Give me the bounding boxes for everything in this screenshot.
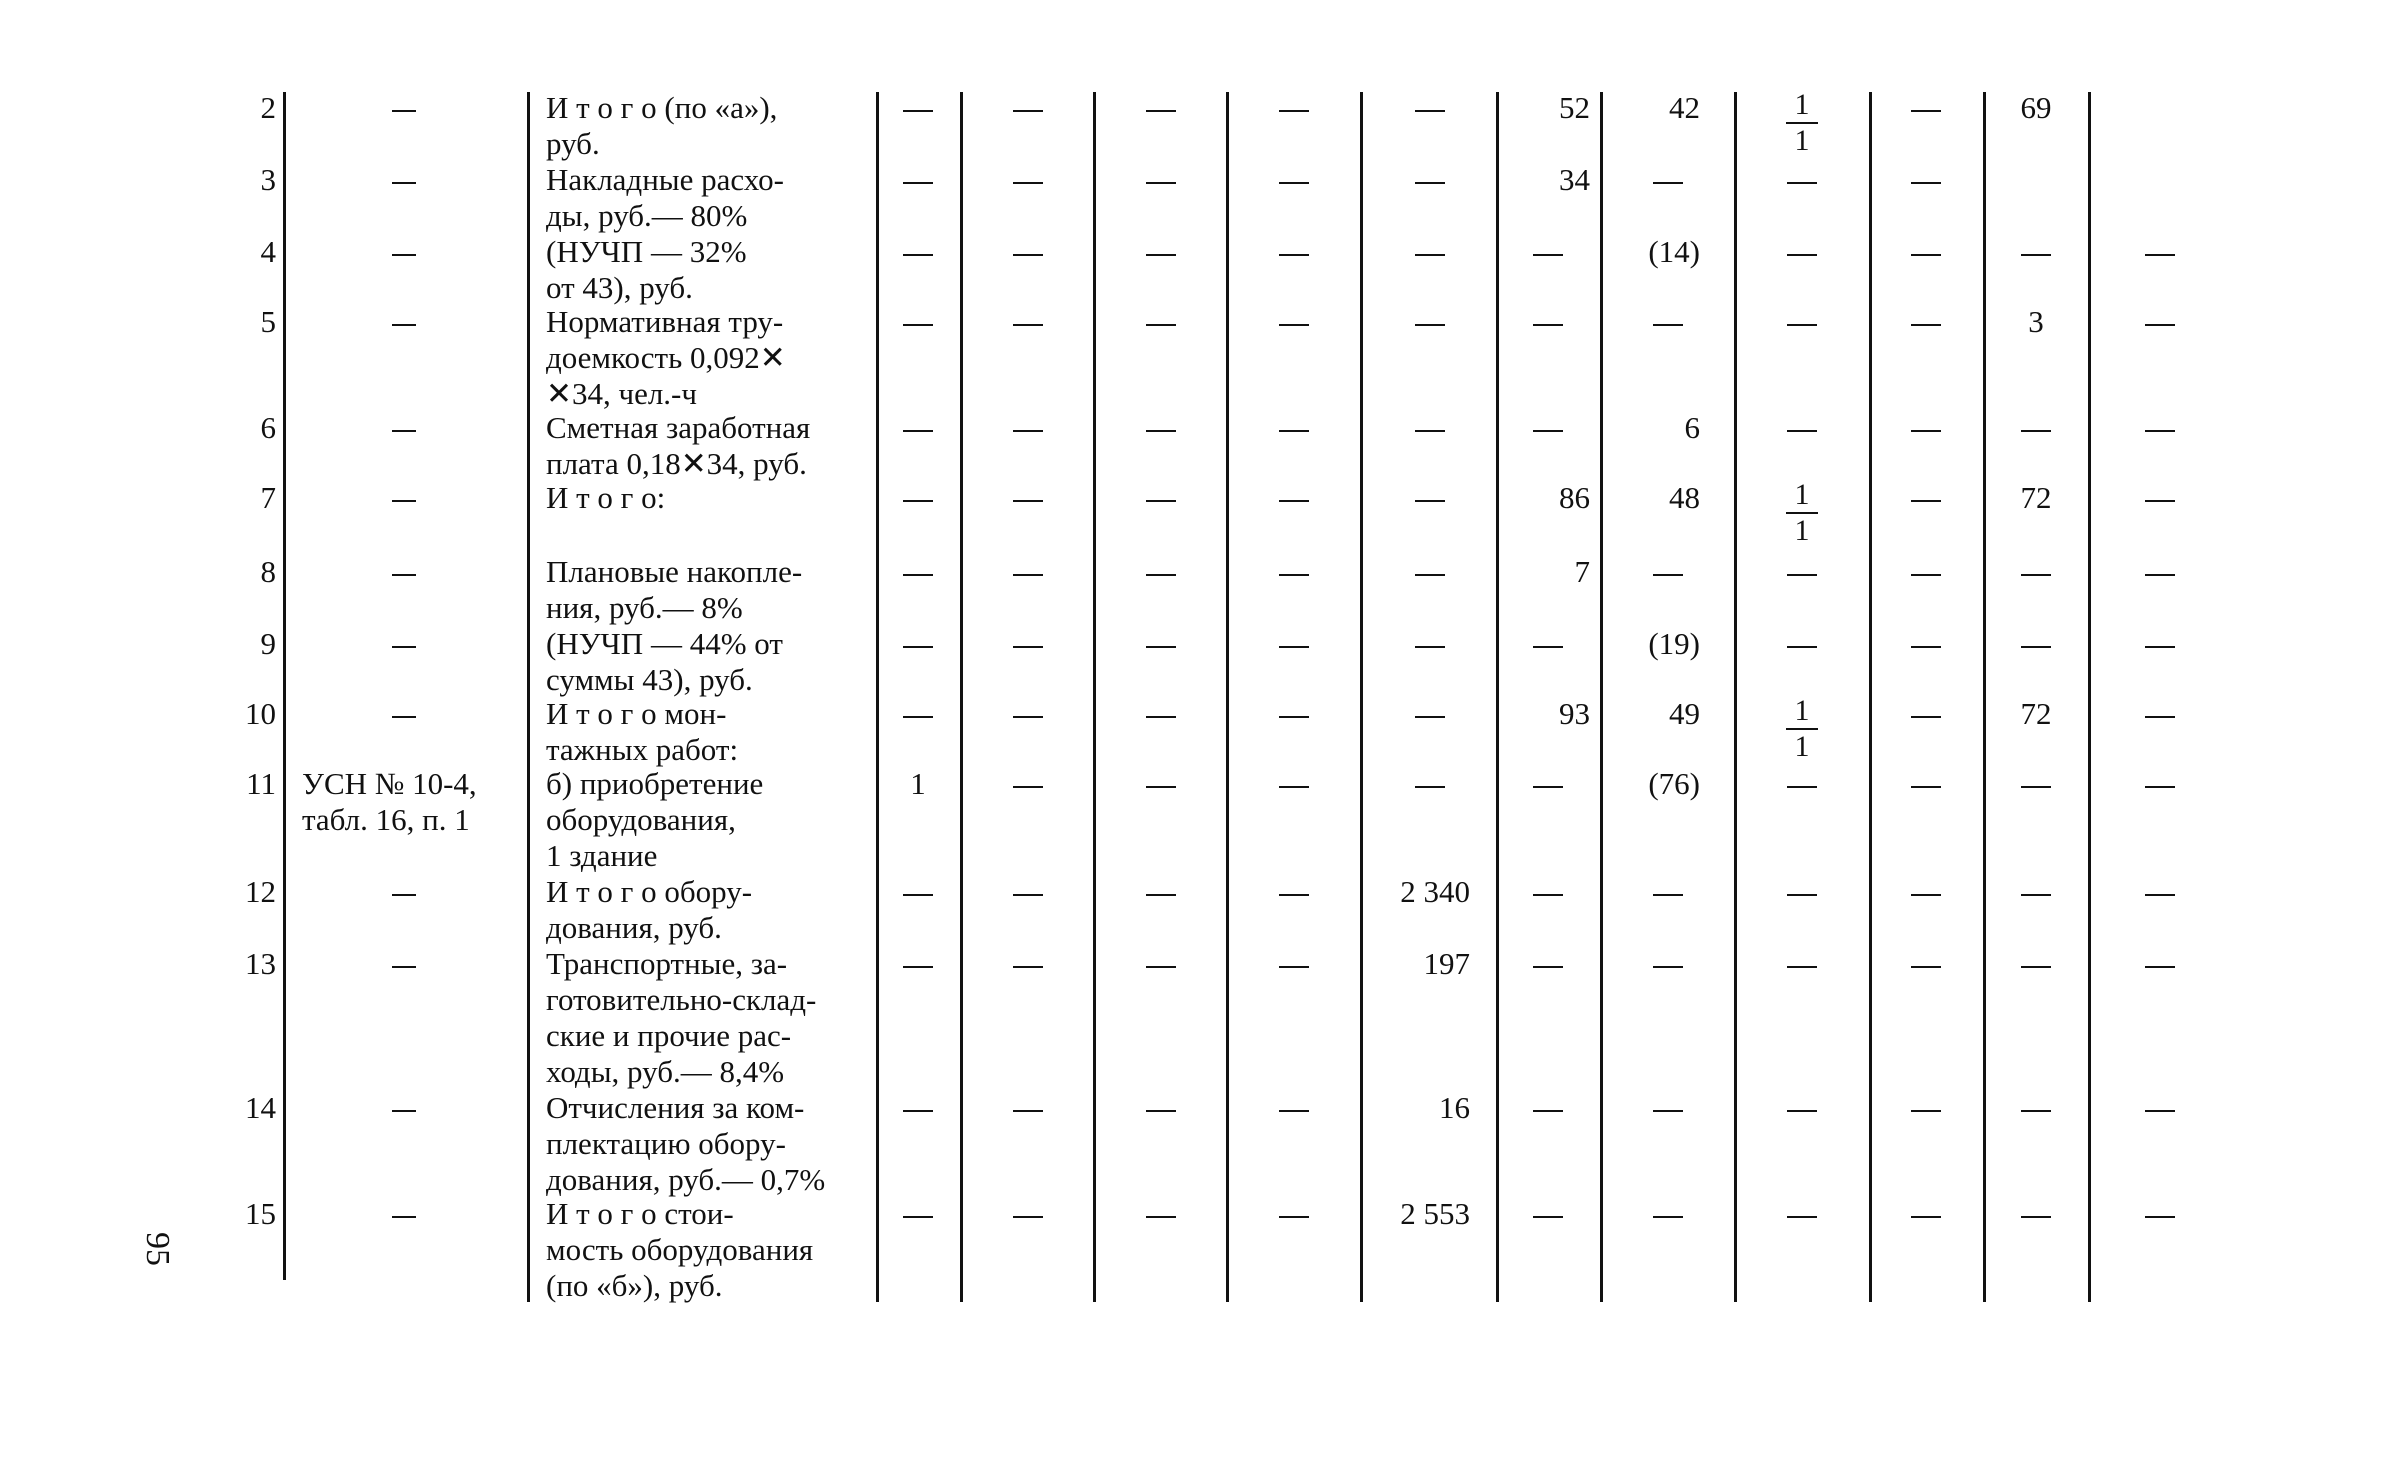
- dash-mark: [1533, 430, 1563, 432]
- description-line: дования, руб.: [546, 910, 722, 945]
- dash-mark: [392, 182, 416, 184]
- description-line: тажных работ:: [546, 732, 739, 767]
- dash-mark: [1013, 786, 1043, 788]
- dash-mark: [1279, 430, 1309, 432]
- dash-mark: [1911, 716, 1941, 718]
- dash-mark: [392, 500, 416, 502]
- dash-mark: [1013, 182, 1043, 184]
- description-line: ния, руб.— 8%: [546, 590, 743, 625]
- description-line: (по «б»), руб.: [546, 1268, 723, 1303]
- fraction-denominator: 1: [1794, 514, 1810, 547]
- dash-mark: [1013, 646, 1043, 648]
- dash-mark: [2021, 966, 2051, 968]
- description-line: плектацию обору-: [546, 1126, 786, 1161]
- dash-mark: [1013, 500, 1043, 502]
- description-line: доемкость 0,092✕: [546, 340, 786, 375]
- dash-mark: [1911, 966, 1941, 968]
- reference-line: табл. 16, п. 1: [302, 802, 470, 837]
- dash-mark: [392, 1216, 416, 1218]
- dash-mark: [1279, 966, 1309, 968]
- dash-mark: [1279, 1216, 1309, 1218]
- description-line: ские и прочие рас-: [546, 1018, 792, 1053]
- row-number: 4: [260, 234, 276, 269]
- dash-mark: [1653, 182, 1683, 184]
- dash-mark: [1146, 894, 1176, 896]
- dash-mark: [1533, 894, 1563, 896]
- dash-mark: [1787, 786, 1817, 788]
- cell-value: 6: [1684, 410, 1700, 445]
- description-line: от 43), руб.: [546, 270, 693, 305]
- fraction-numerator: 1: [1794, 478, 1810, 511]
- dash-mark: [1533, 324, 1563, 326]
- dash-mark: [1911, 574, 1941, 576]
- description-line: И т о г о обору-: [546, 874, 753, 909]
- dash-mark: [2021, 574, 2051, 576]
- dash-mark: [2021, 254, 2051, 256]
- description-line: руб.: [546, 126, 600, 161]
- dash-mark: [1279, 894, 1309, 896]
- dash-mark: [1911, 254, 1941, 256]
- description-line: Плановые накопле-: [546, 554, 803, 589]
- description-line: И т о г о стои-: [546, 1196, 734, 1231]
- dash-mark: [1787, 182, 1817, 184]
- cell-value: (14): [1648, 234, 1700, 269]
- cell-value: 1: [910, 766, 926, 801]
- cell-value: 86: [1559, 480, 1590, 515]
- row-number: 2: [260, 90, 276, 125]
- reference-line: УСН № 10-4,: [302, 766, 477, 801]
- column-rule: [876, 92, 879, 1302]
- description-line: Транспортные, за-: [546, 946, 788, 981]
- dash-mark: [903, 1216, 933, 1218]
- dash-mark: [2145, 646, 2175, 648]
- dash-mark: [1533, 1216, 1563, 1218]
- dash-mark: [1279, 786, 1309, 788]
- dash-mark: [1533, 786, 1563, 788]
- dash-mark: [392, 1110, 416, 1112]
- dash-mark: [1415, 254, 1445, 256]
- cell-value: 3: [2028, 304, 2044, 339]
- dash-mark: [2021, 1216, 2051, 1218]
- cell-value: 34: [1559, 162, 1590, 197]
- dash-mark: [1911, 894, 1941, 896]
- dash-mark: [1013, 430, 1043, 432]
- dash-mark: [392, 716, 416, 718]
- dash-mark: [903, 894, 933, 896]
- dash-mark: [392, 894, 416, 896]
- description-line: плата 0,18✕34, руб.: [546, 446, 807, 481]
- dash-mark: [1013, 110, 1043, 112]
- dash-mark: [1146, 716, 1176, 718]
- cell-value: 16: [1439, 1090, 1470, 1125]
- dash-mark: [1279, 254, 1309, 256]
- dash-mark: [903, 966, 933, 968]
- cell-value: 2 553: [1400, 1196, 1470, 1231]
- dash-mark: [903, 716, 933, 718]
- dash-mark: [1911, 110, 1941, 112]
- description-line: Накладные расхо-: [546, 162, 784, 197]
- fraction-numerator: 1: [1794, 694, 1810, 727]
- dash-mark: [1653, 1216, 1683, 1218]
- dash-mark: [903, 182, 933, 184]
- dash-mark: [2021, 786, 2051, 788]
- dash-mark: [1013, 1216, 1043, 1218]
- dash-mark: [2021, 646, 2051, 648]
- dash-mark: [1533, 646, 1563, 648]
- description-line: (НУЧП — 44% от: [546, 626, 783, 661]
- dash-mark: [1013, 574, 1043, 576]
- dash-mark: [392, 254, 416, 256]
- page-number: 95: [139, 1232, 176, 1266]
- dash-mark: [1146, 110, 1176, 112]
- dash-mark: [903, 324, 933, 326]
- dash-mark: [1146, 182, 1176, 184]
- description-line: Сметная заработная: [546, 410, 811, 445]
- dash-mark: [903, 646, 933, 648]
- dash-mark: [1415, 786, 1445, 788]
- column-rule: [1226, 92, 1229, 1302]
- dash-mark: [1013, 966, 1043, 968]
- dash-mark: [2145, 324, 2175, 326]
- dash-mark: [2145, 500, 2175, 502]
- dash-mark: [1013, 1110, 1043, 1112]
- dash-mark: [2145, 786, 2175, 788]
- row-number: 12: [245, 874, 276, 909]
- dash-mark: [1013, 894, 1043, 896]
- dash-mark: [1911, 182, 1941, 184]
- fraction-numerator: 1: [1794, 88, 1810, 121]
- dash-mark: [1146, 1110, 1176, 1112]
- description-line: оборудования,: [546, 802, 736, 837]
- dash-mark: [1911, 1110, 1941, 1112]
- dash-mark: [1533, 966, 1563, 968]
- cell-value: (19): [1648, 626, 1700, 661]
- dash-mark: [392, 574, 416, 576]
- dash-mark: [1911, 646, 1941, 648]
- column-rule: [527, 92, 530, 1302]
- description-line: дования, руб.— 0,7%: [546, 1162, 826, 1197]
- dash-mark: [2145, 1216, 2175, 1218]
- description-line: ✕34, чел.-ч: [546, 376, 697, 411]
- dash-mark: [1653, 574, 1683, 576]
- dash-mark: [1146, 500, 1176, 502]
- dash-mark: [2145, 254, 2175, 256]
- cell-value: 69: [2020, 90, 2052, 125]
- column-rule: [1869, 92, 1872, 1302]
- row-number: 8: [260, 554, 276, 589]
- cell-value: 93: [1559, 696, 1590, 731]
- dash-mark: [1279, 324, 1309, 326]
- dash-mark: [1146, 430, 1176, 432]
- row-number: 10: [245, 696, 276, 731]
- row-number: 14: [245, 1090, 276, 1125]
- cell-value: 42: [1669, 90, 1700, 125]
- row-number: 11: [246, 766, 276, 801]
- fraction: [1782, 696, 1822, 762]
- cell-value: 197: [1423, 946, 1470, 981]
- dash-mark: [2145, 894, 2175, 896]
- cell-value: 72: [2020, 696, 2052, 731]
- dash-mark: [1415, 430, 1445, 432]
- dash-mark: [903, 430, 933, 432]
- dash-mark: [903, 254, 933, 256]
- cell-value: 72: [2020, 480, 2052, 515]
- dash-mark: [1415, 646, 1445, 648]
- row-number: 5: [260, 304, 276, 339]
- column-rule: [283, 92, 286, 1280]
- dash-mark: [1653, 324, 1683, 326]
- dash-mark: [1787, 254, 1817, 256]
- description-line: 1 здание: [546, 838, 658, 873]
- dash-mark: [1146, 324, 1176, 326]
- dash-mark: [1013, 716, 1043, 718]
- dash-mark: [1013, 324, 1043, 326]
- dash-mark: [2021, 1110, 2051, 1112]
- description-line: И т о г о:: [546, 480, 666, 515]
- dash-mark: [2145, 574, 2175, 576]
- dash-mark: [903, 1110, 933, 1112]
- dash-mark: [1911, 786, 1941, 788]
- description-line: Нормативная тру-: [546, 304, 784, 339]
- description-line: мость оборудования: [546, 1232, 814, 1267]
- dash-mark: [1787, 430, 1817, 432]
- cell-value: (76): [1648, 766, 1700, 801]
- dash-mark: [1911, 430, 1941, 432]
- row-number: 6: [260, 410, 276, 445]
- cell-value: 2 340: [1400, 874, 1470, 909]
- row-number: 13: [245, 946, 276, 981]
- dash-mark: [1279, 110, 1309, 112]
- dash-mark: [1279, 1110, 1309, 1112]
- dash-mark: [1013, 254, 1043, 256]
- column-rule: [960, 92, 963, 1302]
- dash-mark: [1653, 966, 1683, 968]
- description-line: ды, руб.— 80%: [546, 198, 748, 233]
- dash-mark: [392, 324, 416, 326]
- row-number: 9: [260, 626, 276, 661]
- description-line: б) приобретение: [546, 766, 764, 801]
- description-line: готовительно-склад-: [546, 982, 817, 1017]
- dash-mark: [2145, 716, 2175, 718]
- dash-mark: [903, 110, 933, 112]
- dash-mark: [1787, 324, 1817, 326]
- dash-mark: [1787, 966, 1817, 968]
- dash-mark: [1653, 894, 1683, 896]
- row-number: 15: [245, 1196, 276, 1231]
- dash-mark: [1787, 1110, 1817, 1112]
- dash-mark: [1533, 254, 1563, 256]
- dash-mark: [392, 966, 416, 968]
- dash-mark: [2021, 894, 2051, 896]
- description-line: Отчисления за ком-: [546, 1090, 805, 1125]
- fraction: [1782, 480, 1822, 546]
- fraction-denominator: 1: [1794, 124, 1810, 157]
- description-line: (НУЧП — 32%: [546, 234, 747, 269]
- cell-value: 52: [1559, 90, 1590, 125]
- dash-mark: [1787, 894, 1817, 896]
- dash-mark: [1279, 646, 1309, 648]
- dash-mark: [1787, 646, 1817, 648]
- dash-mark: [1146, 786, 1176, 788]
- cell-value: 48: [1669, 480, 1700, 515]
- description-line: И т о г о мон-: [546, 696, 727, 731]
- dash-mark: [1787, 1216, 1817, 1218]
- dash-mark: [1146, 254, 1176, 256]
- cell-value: 7: [1574, 554, 1590, 589]
- dash-mark: [1279, 574, 1309, 576]
- dash-mark: [1533, 1110, 1563, 1112]
- dash-mark: [392, 646, 416, 648]
- dash-mark: [1146, 966, 1176, 968]
- row-number: 7: [260, 480, 276, 515]
- dash-mark: [2145, 966, 2175, 968]
- dash-mark: [1279, 182, 1309, 184]
- dash-mark: [1787, 574, 1817, 576]
- dash-mark: [1911, 324, 1941, 326]
- description-line: И т о г о (по «а»),: [546, 90, 778, 125]
- dash-mark: [903, 574, 933, 576]
- column-rule: [1093, 92, 1096, 1302]
- dash-mark: [1279, 716, 1309, 718]
- fraction-denominator: 1: [1794, 730, 1810, 763]
- column-rule: [1734, 92, 1737, 1302]
- description-line: суммы 43), руб.: [546, 662, 753, 697]
- dash-mark: [903, 500, 933, 502]
- cell-value: 49: [1669, 696, 1700, 731]
- dash-mark: [392, 430, 416, 432]
- dash-mark: [1146, 646, 1176, 648]
- dash-mark: [1146, 1216, 1176, 1218]
- dash-mark: [2145, 430, 2175, 432]
- dash-mark: [2021, 430, 2051, 432]
- row-number: 3: [260, 162, 276, 197]
- dash-mark: [392, 110, 416, 112]
- dash-mark: [1415, 324, 1445, 326]
- dash-mark: [1653, 1110, 1683, 1112]
- dash-mark: [1911, 500, 1941, 502]
- dash-mark: [2145, 1110, 2175, 1112]
- fraction: [1782, 90, 1822, 156]
- description-line: ходы, руб.— 8,4%: [546, 1054, 785, 1089]
- dash-mark: [1279, 500, 1309, 502]
- dash-mark: [1146, 574, 1176, 576]
- dash-mark: [1911, 1216, 1941, 1218]
